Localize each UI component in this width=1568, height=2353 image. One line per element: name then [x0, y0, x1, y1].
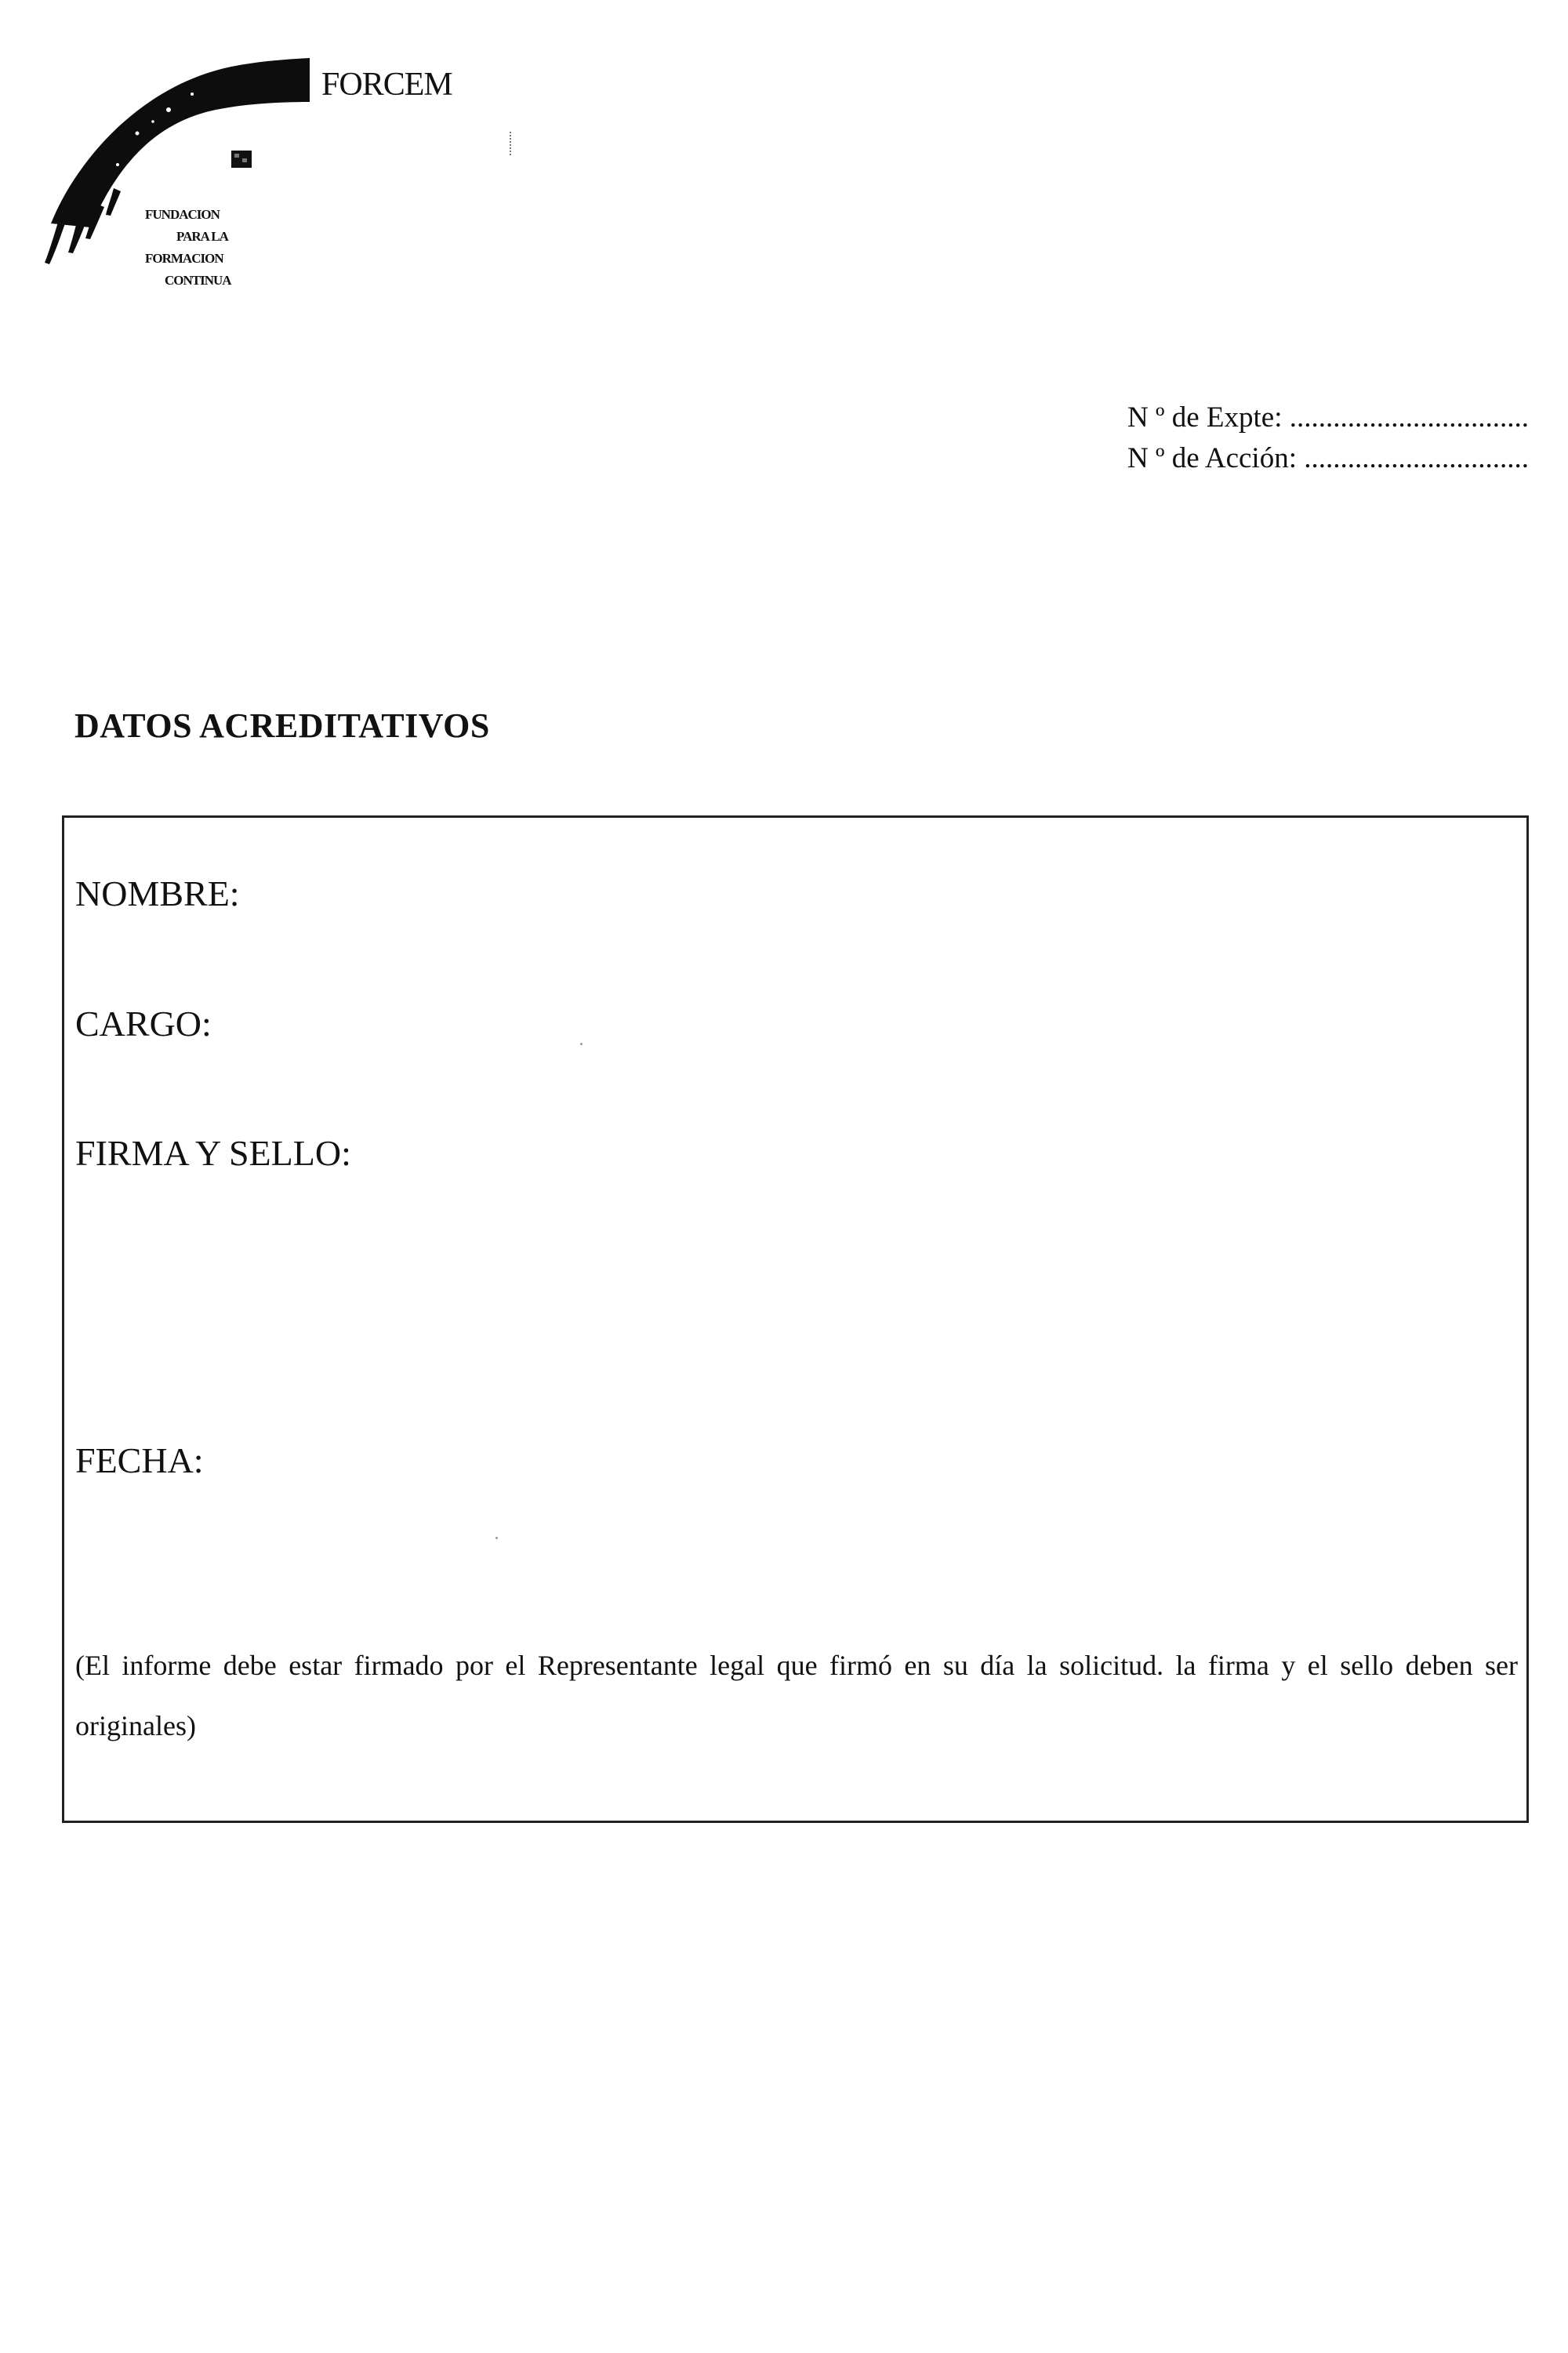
credentials-box	[62, 815, 1529, 1823]
signature-note: (El informe debe estar firmado por el Representante legal que firmó en su día la solicitud. la firma y el sello deben ser originales)	[75, 1650, 1518, 1741]
logo-subtitle-line: CONTINUA	[165, 273, 231, 288]
fecha-field[interactable]: FECHA:	[75, 1440, 204, 1480]
nombre-field[interactable]: NOMBRE:	[75, 873, 240, 913]
reference-block	[1127, 398, 1529, 479]
scan-speck	[580, 1043, 583, 1045]
scan-mark	[510, 132, 513, 155]
logo-subtitle-line: FORMACION	[145, 251, 223, 266]
logo-subtitle	[145, 204, 333, 292]
section-title: DATOS ACREDITATIVOS	[74, 706, 490, 745]
logo-subtitle-line: PARA LA	[176, 229, 228, 244]
cargo-field[interactable]: CARGO:	[75, 1004, 212, 1044]
logo-brand-text: FORCEM	[321, 67, 452, 103]
logo-subtitle-line: FUNDACION	[145, 207, 220, 222]
expediente-field[interactable]: N º de Expte: .................................	[1127, 401, 1529, 434]
accion-field[interactable]: N º de Acción: ...............................	[1127, 442, 1529, 474]
scan-speck	[495, 1537, 498, 1539]
firma-sello-field[interactable]: FIRMA Y SELLO:	[75, 1133, 351, 1173]
forcem-logo	[43, 47, 482, 306]
